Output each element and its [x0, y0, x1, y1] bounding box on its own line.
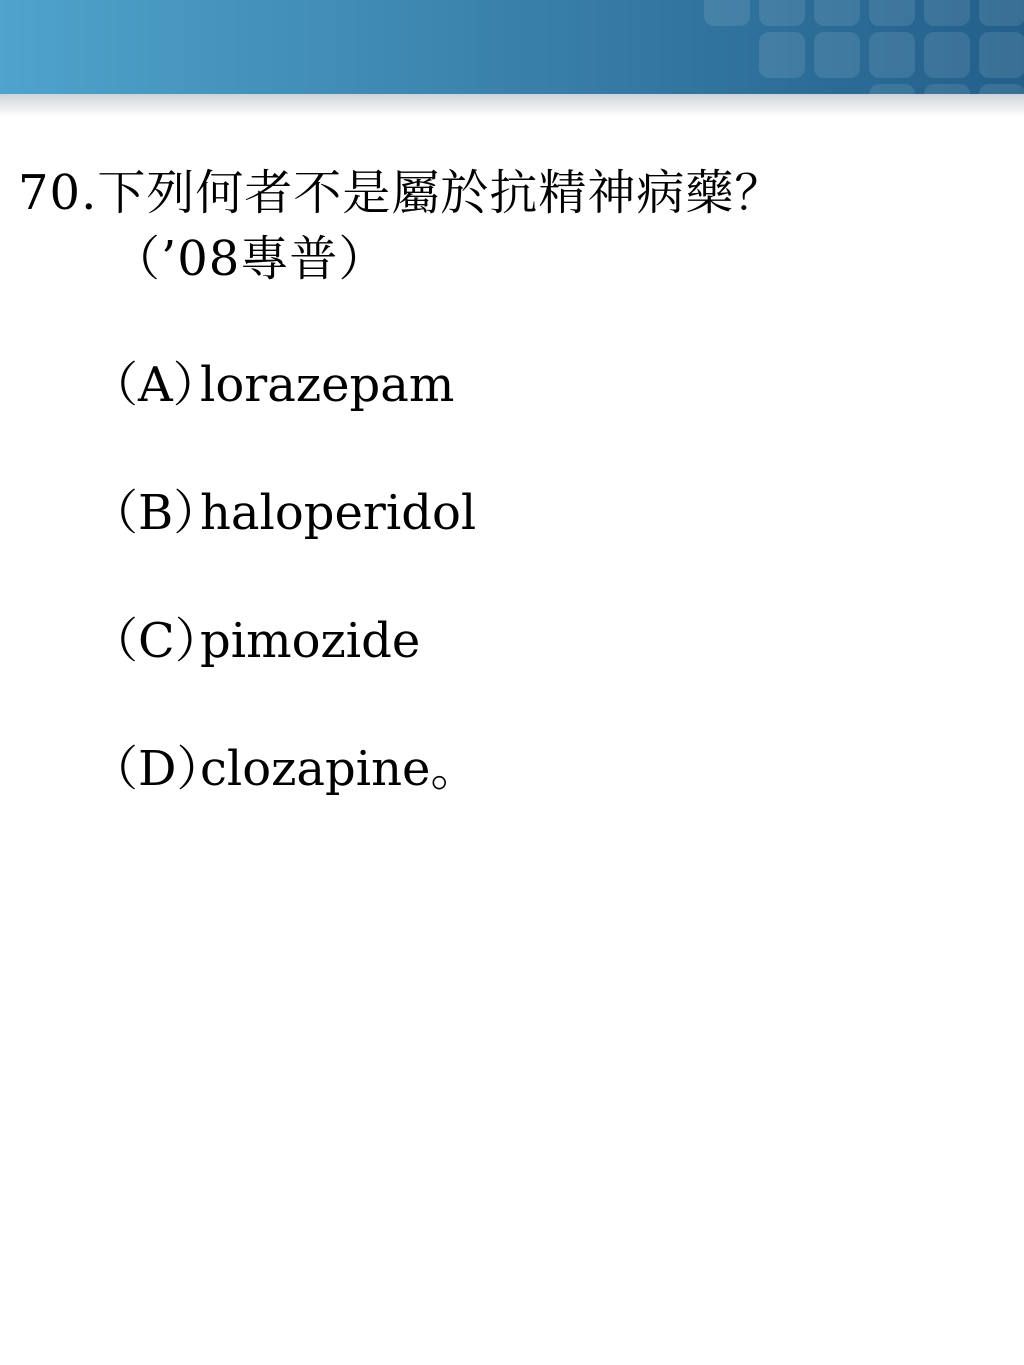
question-source: （’08專普）: [112, 231, 388, 287]
question-number: 70.: [18, 165, 98, 221]
option-text: lorazepam: [200, 357, 455, 413]
banner-tile-pattern: [544, 0, 1024, 94]
option-a: [90, 352, 978, 418]
question-block: [18, 160, 978, 864]
option-d: [90, 736, 978, 802]
option-letter: （A）: [90, 357, 221, 413]
option-letter: （D）: [90, 741, 225, 797]
option-c: [90, 608, 978, 674]
options-list: [18, 352, 978, 802]
option-letter: （C）: [90, 613, 223, 669]
header-banner: [0, 0, 1024, 94]
question: [18, 160, 978, 292]
option-text: clozapine。: [200, 741, 479, 797]
option-text: haloperidol: [200, 485, 477, 541]
option-letter: （B）: [90, 485, 222, 541]
question-text: 下列何者不是屬於抗精神病藥？: [97, 165, 784, 221]
header-divider: [0, 94, 1024, 116]
option-b: [90, 480, 978, 546]
option-text: pimozide: [200, 613, 421, 669]
